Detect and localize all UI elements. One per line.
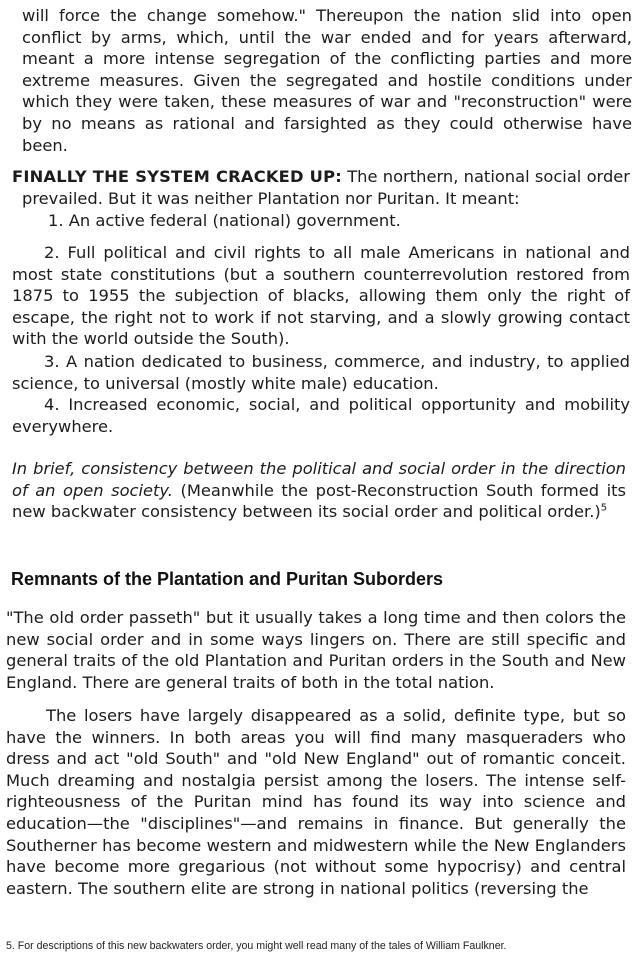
summary-rest: (Meanwhile the post-Reconstruction South formed its new backwater consistency between its social order and political order.) — [12, 480, 626, 522]
footnote-reference: 5 — [600, 502, 608, 514]
list-item-2: 2. Full political and civil rights to all male Americans in national and most state constitutions (but a southern counterrevolution restored from 1875 to 1955 the subjection of blacks, allowing them only the right of escape, the right not to work if not starving, and a slowly growing contact with the world outside the South). — [12, 243, 630, 349]
remnants-paragraph-2: The losers have largely disappeared as a solid, definite type, but so have the winners. In both areas you will find many masqueraders who dress and act "old South" and "old New England" out of romantic conceit. Much dreaming and nostalgia persist among the losers. The intense self-righteousness of the Puritan mind has found its way into science and education—the "disciplines"—and remains in finance. But generally the Southerner has become western and midwestern while the New Englanders have become more gregarious (not without some hypocrisy) and central eastern. The southern elite are strong in national politics (reversing the — [6, 706, 626, 898]
summary-italic: In brief, consistency between the political and social order in the direction of an open society. — [12, 459, 626, 500]
remnants-paragraph-1: "The old order passeth" but it usually takes a long time and then colors the new social order and in some ways lingers on. There are still specific and general traits of the old Plantation and Puritan orders in the South and New England. There are general traits of both in the total nation. — [6, 608, 626, 692]
list-item-4: 4. Increased economic, social, and political opportunity and mobility everywhere. — [12, 395, 630, 436]
system-cracked-paragraph — [12, 166, 630, 209]
list-item-3: 3. A nation dedicated to business, commerce, and industry, to applied science, to universal (mostly white male) education. — [12, 352, 630, 393]
footnote: 5. For descriptions of this new backwaters order, you might well read many of the tales of William Faulkner. — [6, 940, 507, 952]
system-cracked-text: The northern, national social order prevailed. But it was neither Plantation nor Puritan. It meant: — [22, 167, 630, 208]
section-heading: Remnants of the Plantation and Puritan Suborders — [11, 569, 444, 589]
summary-paragraph — [12, 458, 626, 523]
system-cracked-lead: FINALLY THE SYSTEM CRACKED UP: — [12, 167, 342, 186]
top-paragraph: will force the change somehow." Thereupon the nation slid into open conflict by arms, which, until the war ended and for years afterward, meant a more intense segregation of the conflicting parties and more extreme measures. Given the segregated and hostile conditions under which they were taken, these measures of war and "reconstruction" were by no means as rational and farsighted as they could otherwise have been. — [22, 6, 632, 155]
list-item-1: 1. An active federal (national) government. — [48, 211, 401, 230]
